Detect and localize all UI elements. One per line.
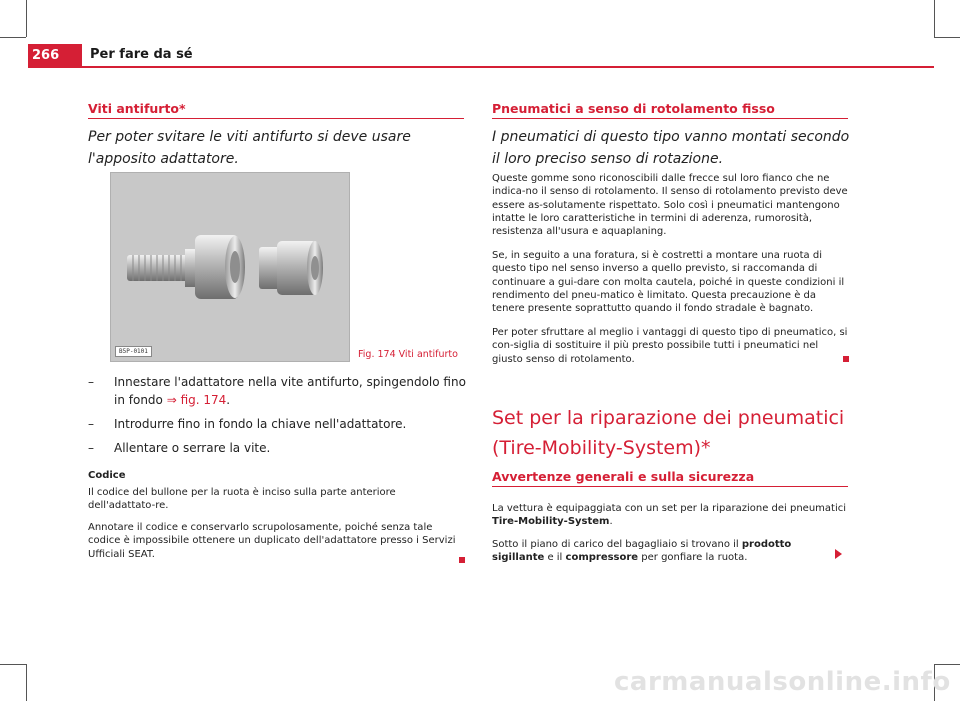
body-paragraph: Se, in seguito a una foratura, si è costretti a montare una ruota di questo tipo nel senso inverso a quello previsto, si raccomanda di continuare a gui-dare con molta cautela, poiché in queste condizioni il rendimento del pneu-matico è limitato. Questa precauzione è da tenere presente soprattutto quando il fondo stradale è bagnato. [492,250,845,315]
body-paragraph [492,502,848,529]
para-bold: compressore [565,552,639,564]
page-header [28,44,934,68]
crop-mark [0,37,26,38]
code-heading: Codice [88,470,126,481]
continue-arrow-icon [835,549,842,559]
para-text: La vettura è equipaggiata con un set per la riparazione dei pneumatici [492,503,847,514]
section-end-marker [459,557,465,563]
step-text: Innestare l'adattatore nella vite antifurto, spingendolo fino in fondo [114,375,466,407]
step-dash: – [88,375,94,389]
figure-link[interactable]: ⇒ fig. 174 [166,393,227,407]
step-end: . [226,393,231,407]
crop-mark [26,0,27,37]
step-text: Allentare o serrare la vite. [114,441,271,455]
bolt-illustration-icon [111,173,349,361]
lead-viti: Per poter svitare le viti antifurto si deve usare l'apposito adattatore. [88,129,411,167]
para-bold: prodotto sigillante [492,539,792,564]
figure-antitheft-bolt [110,172,350,362]
subsection-title: Avvertenze generali e sulla sicurezza [492,469,755,484]
watermark: carmanualsonline.info [614,667,951,697]
para-bold: Tire-Mobility-System [492,516,610,528]
body-paragraph [492,538,832,565]
crop-mark [934,664,960,665]
crop-mark [26,664,27,701]
chapter-title: Set per la riparazione dei pneumatici (Tire-Mobility-System)* [492,407,845,459]
step-dash: – [88,441,94,455]
para-text: e il [544,552,566,564]
section-title-viti: Viti antifurto* [88,101,186,116]
section-end-marker [843,356,849,362]
body-paragraph: Per poter sfruttare al meglio i vantaggi di questo tipo di pneumatico, si con-siglia di sostituire il più presto possibile tutti i pneumatici nel giusto senso di rotolamento. [492,327,848,365]
crop-mark [934,37,960,38]
step-text: Introdurre fino in fondo la chiave nell'adattatore. [114,417,407,431]
lead-pneumatici: I pneumatici di questo tipo vanno montati secondo il loro preciso senso di rotazione. [492,129,850,167]
body-paragraph: Queste gomme sono riconoscibili dalle frecce sul loro fianco che ne indica-no il senso di rotolamento. Il senso di rotolamento previsto deve essere as-solutamente rispettato. Solo così i pneumatici mantengono intatte le loro caratteristiche in termini di aderenza, rumorosità, resistenza all'usura e aquaplaning. [492,173,848,238]
figure-tag: B5P-0101 [115,346,152,357]
section-rule [492,486,848,487]
header-rule [82,66,934,68]
section-rule [88,118,464,119]
crop-mark [0,664,26,665]
section-title-pneumatici: Pneumatici a senso di rotolamento fisso [492,101,775,116]
code-paragraph: Il codice del bullone per la ruota è inciso sulla parte anteriore dell'adattato-re. [88,487,396,512]
para-text: . [609,516,613,528]
header-title: Per fare da sé [90,47,193,62]
figure-caption: Fig. 174 Viti antifurto [358,349,458,360]
page-number: 266 [28,44,82,68]
para-text: per gonfiare la ruota. [638,552,748,564]
crop-mark [934,0,935,37]
para-text: Sotto il piano di carico del bagagliaio si trovano il [492,539,742,550]
code-paragraph: Annotare il codice e conservarlo scrupolosamente, poiché senza tale codice è impossibile ottenere un duplicato dell'adattatore presso i Servizi Ufficiali SEAT. [88,522,456,560]
step-dash: – [88,417,94,431]
section-rule [492,118,848,119]
